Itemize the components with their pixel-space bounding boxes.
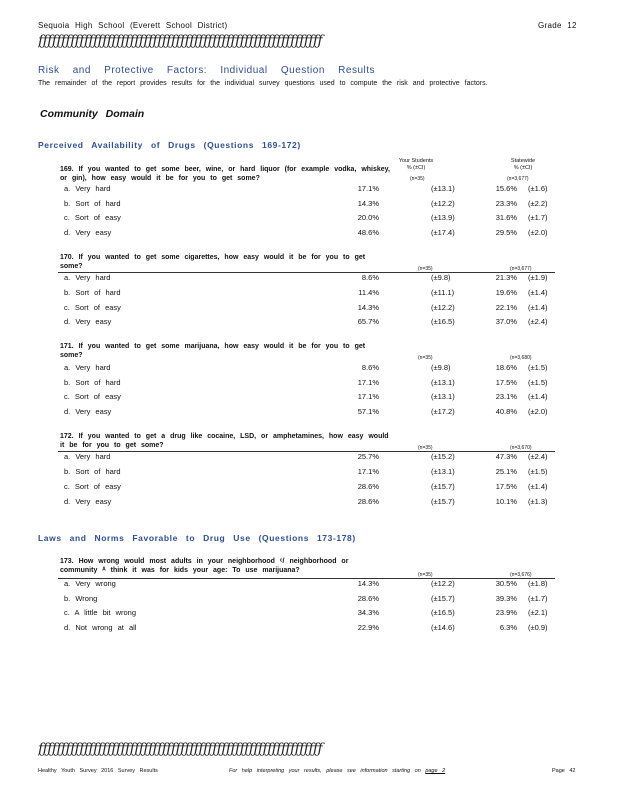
- school-ci: (±9.8): [431, 273, 451, 282]
- answer-label: b. Wrong: [64, 594, 98, 603]
- table-row: [64, 288, 554, 299]
- school-name: Sequoia High School (Everett School District): [38, 21, 228, 30]
- school-percent: 14.3%: [357, 579, 379, 588]
- school-ci: (±11.1): [431, 288, 455, 297]
- school-percent: 48.6%: [357, 228, 379, 237]
- state-ci: (±1.7): [528, 213, 548, 222]
- school-ci: (±16.5): [431, 608, 455, 617]
- state-percent: 40.8%: [495, 407, 517, 416]
- table-row: [64, 482, 554, 493]
- school-ci: (±15.7): [431, 482, 455, 491]
- table-row: [64, 363, 554, 374]
- table-row: [64, 317, 554, 328]
- column-header-school-line1: Your Students: [398, 158, 434, 164]
- n-school: (n=35): [418, 445, 433, 451]
- state-ci: (±1.4): [528, 303, 548, 312]
- n-school: (n=35): [418, 572, 433, 578]
- state-percent: 15.6%: [495, 184, 517, 193]
- answer-label: c. Sort of easy: [64, 213, 121, 222]
- answer-label: a. Very hard: [64, 273, 111, 282]
- state-ci: (±1.6): [528, 184, 548, 193]
- n-state: (n=3,677): [507, 176, 529, 182]
- state-ci: (±1.4): [528, 288, 548, 297]
- column-header-state-line2: % (±CI): [513, 165, 533, 171]
- table-row: [64, 213, 554, 224]
- page-number: Page 42: [552, 768, 576, 774]
- school-percent: 28.6%: [357, 594, 379, 603]
- school-ci: (±15.2): [431, 452, 455, 461]
- answer-label: d. Very easy: [64, 228, 112, 237]
- answer-label: d. Very easy: [64, 497, 112, 506]
- school-percent: 22.9%: [357, 623, 379, 632]
- school-percent: 8.6%: [361, 273, 379, 282]
- table-row: [64, 452, 554, 463]
- school-ci: (±14.6): [431, 623, 455, 632]
- school-percent: 17.1%: [357, 467, 379, 476]
- state-percent: 31.6%: [495, 213, 517, 222]
- footer-rule: ƒƒƒƒƒƒƒƒƒƒƒƒƒƒƒƒƒƒƒƒƒƒƒƒƒƒƒƒƒƒƒƒƒƒƒƒƒƒƒƒƒƒƒƒƒƒƒƒƒƒƒƒƒƒƒƒƒƒƒƒƒƒ: [38, 741, 323, 757]
- state-percent: 23.9%: [495, 608, 517, 617]
- state-percent: 17.5%: [495, 378, 517, 387]
- answer-label: b. Sort of hard: [64, 199, 121, 208]
- state-ci: (±1.5): [528, 467, 548, 476]
- state-ci: (±1.4): [528, 392, 548, 401]
- n-school: (n=35): [418, 266, 433, 272]
- n-state: (n=3,677): [510, 266, 532, 272]
- intro-text: The remainder of the report provides results for the individual survey questions used to compute the risk and protective factors.: [38, 80, 488, 87]
- state-ci: (±1.5): [528, 378, 548, 387]
- state-ci: (±1.9): [528, 273, 548, 282]
- state-percent: 29.5%: [495, 228, 517, 237]
- state-percent: 17.5%: [495, 482, 517, 491]
- table-row: [64, 184, 554, 195]
- answer-label: b. Sort of hard: [64, 378, 121, 387]
- state-percent: 22.1%: [495, 303, 517, 312]
- state-percent: 19.6%: [495, 288, 517, 297]
- school-ci: (±17.2): [431, 407, 455, 416]
- state-percent: 23.1%: [495, 392, 517, 401]
- state-ci: (±2.2): [528, 199, 548, 208]
- answer-label: a. Very hard: [64, 184, 111, 193]
- school-ci: (±15.7): [431, 497, 455, 506]
- n-school: (n=35): [418, 355, 433, 361]
- state-ci: (±1.3): [528, 497, 548, 506]
- column-header-school-line2: % (±CI): [406, 165, 426, 171]
- state-ci: (±1.8): [528, 579, 548, 588]
- state-percent: 6.3%: [499, 623, 517, 632]
- state-percent: 18.6%: [495, 363, 517, 372]
- school-ci: (±15.7): [431, 594, 455, 603]
- state-ci: (±2.4): [528, 317, 548, 326]
- answer-label: c. Sort of easy: [64, 482, 121, 491]
- question-text: 171. If you wanted to get some marijuana, how easy would it be for you to get some?: [60, 343, 366, 359]
- answer-label: a. Very wrong: [64, 579, 116, 588]
- state-percent: 23.3%: [495, 199, 517, 208]
- answer-label: c. Sort of easy: [64, 303, 121, 312]
- footer-help-label: For help interpreting your results, please see information starting on: [229, 768, 421, 774]
- school-ci: (±13.1): [431, 378, 455, 387]
- answer-label: b. Sort of hard: [64, 288, 121, 297]
- question-text: 173. How wrong would most adults in your neighborhood ᶜ/ neighborhood or community ᴬ think it was for kids your age: To use marijuana?: [60, 558, 349, 574]
- header-rule: ƒƒƒƒƒƒƒƒƒƒƒƒƒƒƒƒƒƒƒƒƒƒƒƒƒƒƒƒƒƒƒƒƒƒƒƒƒƒƒƒƒƒƒƒƒƒƒƒƒƒƒƒƒƒƒƒƒƒƒƒƒƒ: [38, 33, 323, 49]
- school-percent: 14.3%: [357, 199, 379, 208]
- answer-label: c. Sort of easy: [64, 392, 121, 401]
- school-ci: (±16.5): [431, 317, 455, 326]
- n-school: (n=35): [410, 176, 425, 182]
- state-percent: 21.3%: [495, 273, 517, 282]
- table-row: [64, 407, 554, 418]
- table-row: [64, 594, 554, 605]
- state-percent: 10.1%: [495, 497, 517, 506]
- school-ci: (±12.2): [431, 579, 455, 588]
- answer-label: d. Not wrong at all: [64, 623, 137, 632]
- column-header-state-line1: Statewide: [510, 158, 536, 164]
- answer-label: a. Very hard: [64, 452, 111, 461]
- n-state: (n=3,676): [510, 572, 532, 578]
- table-row: [64, 608, 554, 619]
- footer-page-link[interactable]: page 2: [425, 768, 446, 774]
- state-percent: 47.3%: [495, 452, 517, 461]
- school-percent: 17.1%: [357, 392, 379, 401]
- column-header-school: [392, 158, 440, 172]
- n-state: (n=3,680): [510, 355, 532, 361]
- domain-heading: Community Domain: [40, 108, 145, 120]
- table-row: [64, 303, 554, 314]
- table-row: [64, 623, 554, 634]
- school-ci: (±13.1): [431, 467, 455, 476]
- question-text: 172. If you wanted to get a drug like cocaine, LSD, or amphetamines, how easy would it be for you to get some?: [60, 433, 389, 449]
- page-title: Risk and Protective Factors: Individual Question Results: [38, 65, 375, 76]
- state-ci: (±2.4): [528, 452, 548, 461]
- school-ci: (±13.1): [431, 392, 455, 401]
- school-ci: (±13.1): [431, 184, 455, 193]
- state-percent: 30.5%: [495, 579, 517, 588]
- column-header-state: [498, 158, 548, 172]
- table-row: [64, 378, 554, 389]
- school-percent: 25.7%: [357, 452, 379, 461]
- table-row: [64, 579, 554, 590]
- section-heading: Laws and Norms Favorable to Drug Use (Questions 173-178): [38, 533, 356, 543]
- state-percent: 37.0%: [495, 317, 517, 326]
- table-row: [64, 273, 554, 284]
- school-percent: 34.3%: [357, 608, 379, 617]
- school-percent: 17.1%: [357, 184, 379, 193]
- n-state: (n=3,670): [510, 445, 532, 451]
- school-percent: 65.7%: [357, 317, 379, 326]
- state-ci: (±0.9): [528, 623, 548, 632]
- school-percent: 11.4%: [358, 288, 379, 297]
- footer-help-text: [229, 768, 445, 774]
- state-ci: (±2.1): [528, 608, 548, 617]
- answer-label: c. A little bit wrong: [64, 608, 137, 617]
- school-percent: 57.1%: [357, 407, 379, 416]
- state-ci: (±1.5): [528, 363, 548, 372]
- school-percent: 20.0%: [357, 213, 379, 222]
- question-text: 170. If you wanted to get some cigarettes, how easy would it be for you to get some?: [60, 254, 366, 270]
- state-ci: (±2.0): [528, 407, 548, 416]
- school-ci: (±13.9): [431, 213, 455, 222]
- table-row: [64, 392, 554, 403]
- answer-label: d. Very easy: [64, 407, 112, 416]
- school-percent: 28.6%: [357, 482, 379, 491]
- state-ci: (±1.4): [528, 482, 548, 491]
- school-ci: (±17.4): [431, 228, 455, 237]
- table-row: [64, 467, 554, 478]
- answer-label: a. Very hard: [64, 363, 111, 372]
- school-ci: (±9.8): [431, 363, 451, 372]
- school-percent: 8.6%: [361, 363, 379, 372]
- state-ci: (±1.7): [528, 594, 548, 603]
- answer-label: d. Very easy: [64, 317, 112, 326]
- school-ci: (±12.2): [431, 199, 455, 208]
- school-percent: 17.1%: [357, 378, 379, 387]
- school-percent: 28.6%: [357, 497, 379, 506]
- section-heading: Perceived Availability of Drugs (Questions 169-172): [38, 140, 301, 150]
- grade-label: Grade 12: [538, 21, 577, 30]
- state-percent: 39.3%: [495, 594, 517, 603]
- table-row: [64, 199, 554, 210]
- school-percent: 14.3%: [357, 303, 379, 312]
- answer-label: b. Sort of hard: [64, 467, 121, 476]
- state-percent: 25.1%: [495, 467, 517, 476]
- state-ci: (±2.0): [528, 228, 548, 237]
- table-row: [64, 497, 554, 508]
- school-ci: (±12.2): [431, 303, 455, 312]
- footer-survey-name: Healthy Youth Survey 2016 Survey Results: [38, 768, 158, 774]
- question-text: 169. If you wanted to get some beer, wine, or hard liquor (for example vodka, whiskey, or gin), how easy would it be for you to get some?: [60, 166, 391, 182]
- table-row: [64, 228, 554, 239]
